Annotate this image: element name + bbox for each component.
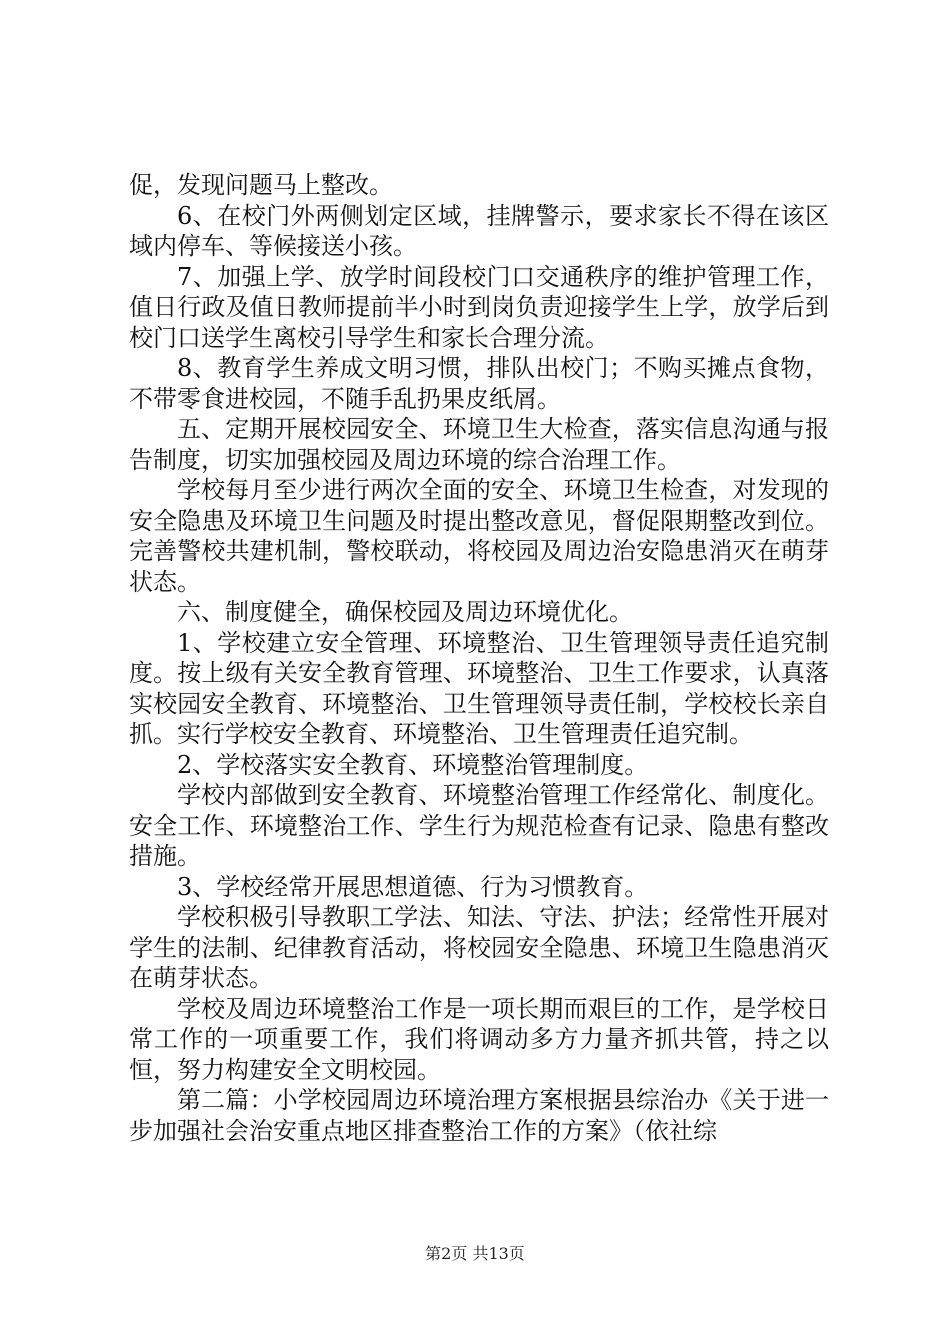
paragraph-item-7: 7、加强上学、放学时间段校门口交通秩序的维护管理工作，值日行政及值日教师提前半小时到岗负责迎接学生上学，放学后到校门口送学生离校引导学生和家长合理分流。 <box>129 262 829 352</box>
section-heading-6: 六、制度健全，确保校园及周边环境优化。 <box>177 598 633 626</box>
paragraph-legal-education: 学校积极引导教职工学法、知法、守法、护法；经常性开展对学生的法制、纪律教育活动，将校园安全隐患、环境卫生隐患消灭在萌芽状态。 <box>129 903 829 992</box>
paragraph-internal-management: 学校内部做到安全教育、环境整治管理工作经常化、制度化。安全工作、环境整治工作、学生行为规范检查有记录、隐患有整改措施。 <box>129 781 829 870</box>
paragraph-item-6: 6、在校门外两侧划定区域，挂牌警示，要求家长不得在该区域内停车、等候接送小孩。 <box>129 201 829 260</box>
paragraph-conclusion: 学校及周边环境整治工作是一项长期而艰巨的工作，是学校日常工作的一项重要工作，我们将调动多方力量齐抓共管，持之以恒，努力构建安全文明校园。 <box>129 994 829 1084</box>
page-number-footer: 第2页 共13页 <box>425 1244 525 1263</box>
paragraph-inspection: 学校每月至少进行两次全面的安全、环境卫生检查，对发现的安全隐患及环境卫生问题及时提出整改意见，督促限期整改到位。完善警校共建机制，警校联动，将校园及周边治安隐患消灭在萌芽状态。 <box>129 476 829 596</box>
paragraph-part-two: 第二篇：小学校园周边环境治理方案根据县综治办《关于进一步加强社会治安重点地区排查整治工作的方案》（依社综 <box>129 1086 829 1145</box>
paragraph-item-1: 1、学校建立安全管理、环境整治、卫生管理领导责任追究制度。按上级有关安全教育管理、环境整治、卫生工作要求，认真落实校园安全教育、环境整治、卫生管理领导责任制，学校校长亲自抓。实行学校安全教育、环境整治、卫生管理责任追究制。 <box>129 628 829 748</box>
document-body <box>129 170 829 1146</box>
paragraph-item-8: 8、教育学生养成文明习惯，排队出校门；不购买摊点食物，不带零食进校园，不随手乱扔果皮纸屑。 <box>129 354 829 413</box>
section-heading-5: 五、定期开展校园安全、环境卫生大检查，落实信息沟通与报告制度，切实加强校园及周边环境的综合治理工作。 <box>129 415 829 474</box>
paragraph-continuation: 促，发现问题马上整改。 <box>129 171 393 199</box>
paragraph-item-2: 2、学校落实安全教育、环境整治管理制度。 <box>177 750 649 779</box>
paragraph-item-3: 3、学校经常开展思想道德、行为习惯教育。 <box>177 872 649 901</box>
